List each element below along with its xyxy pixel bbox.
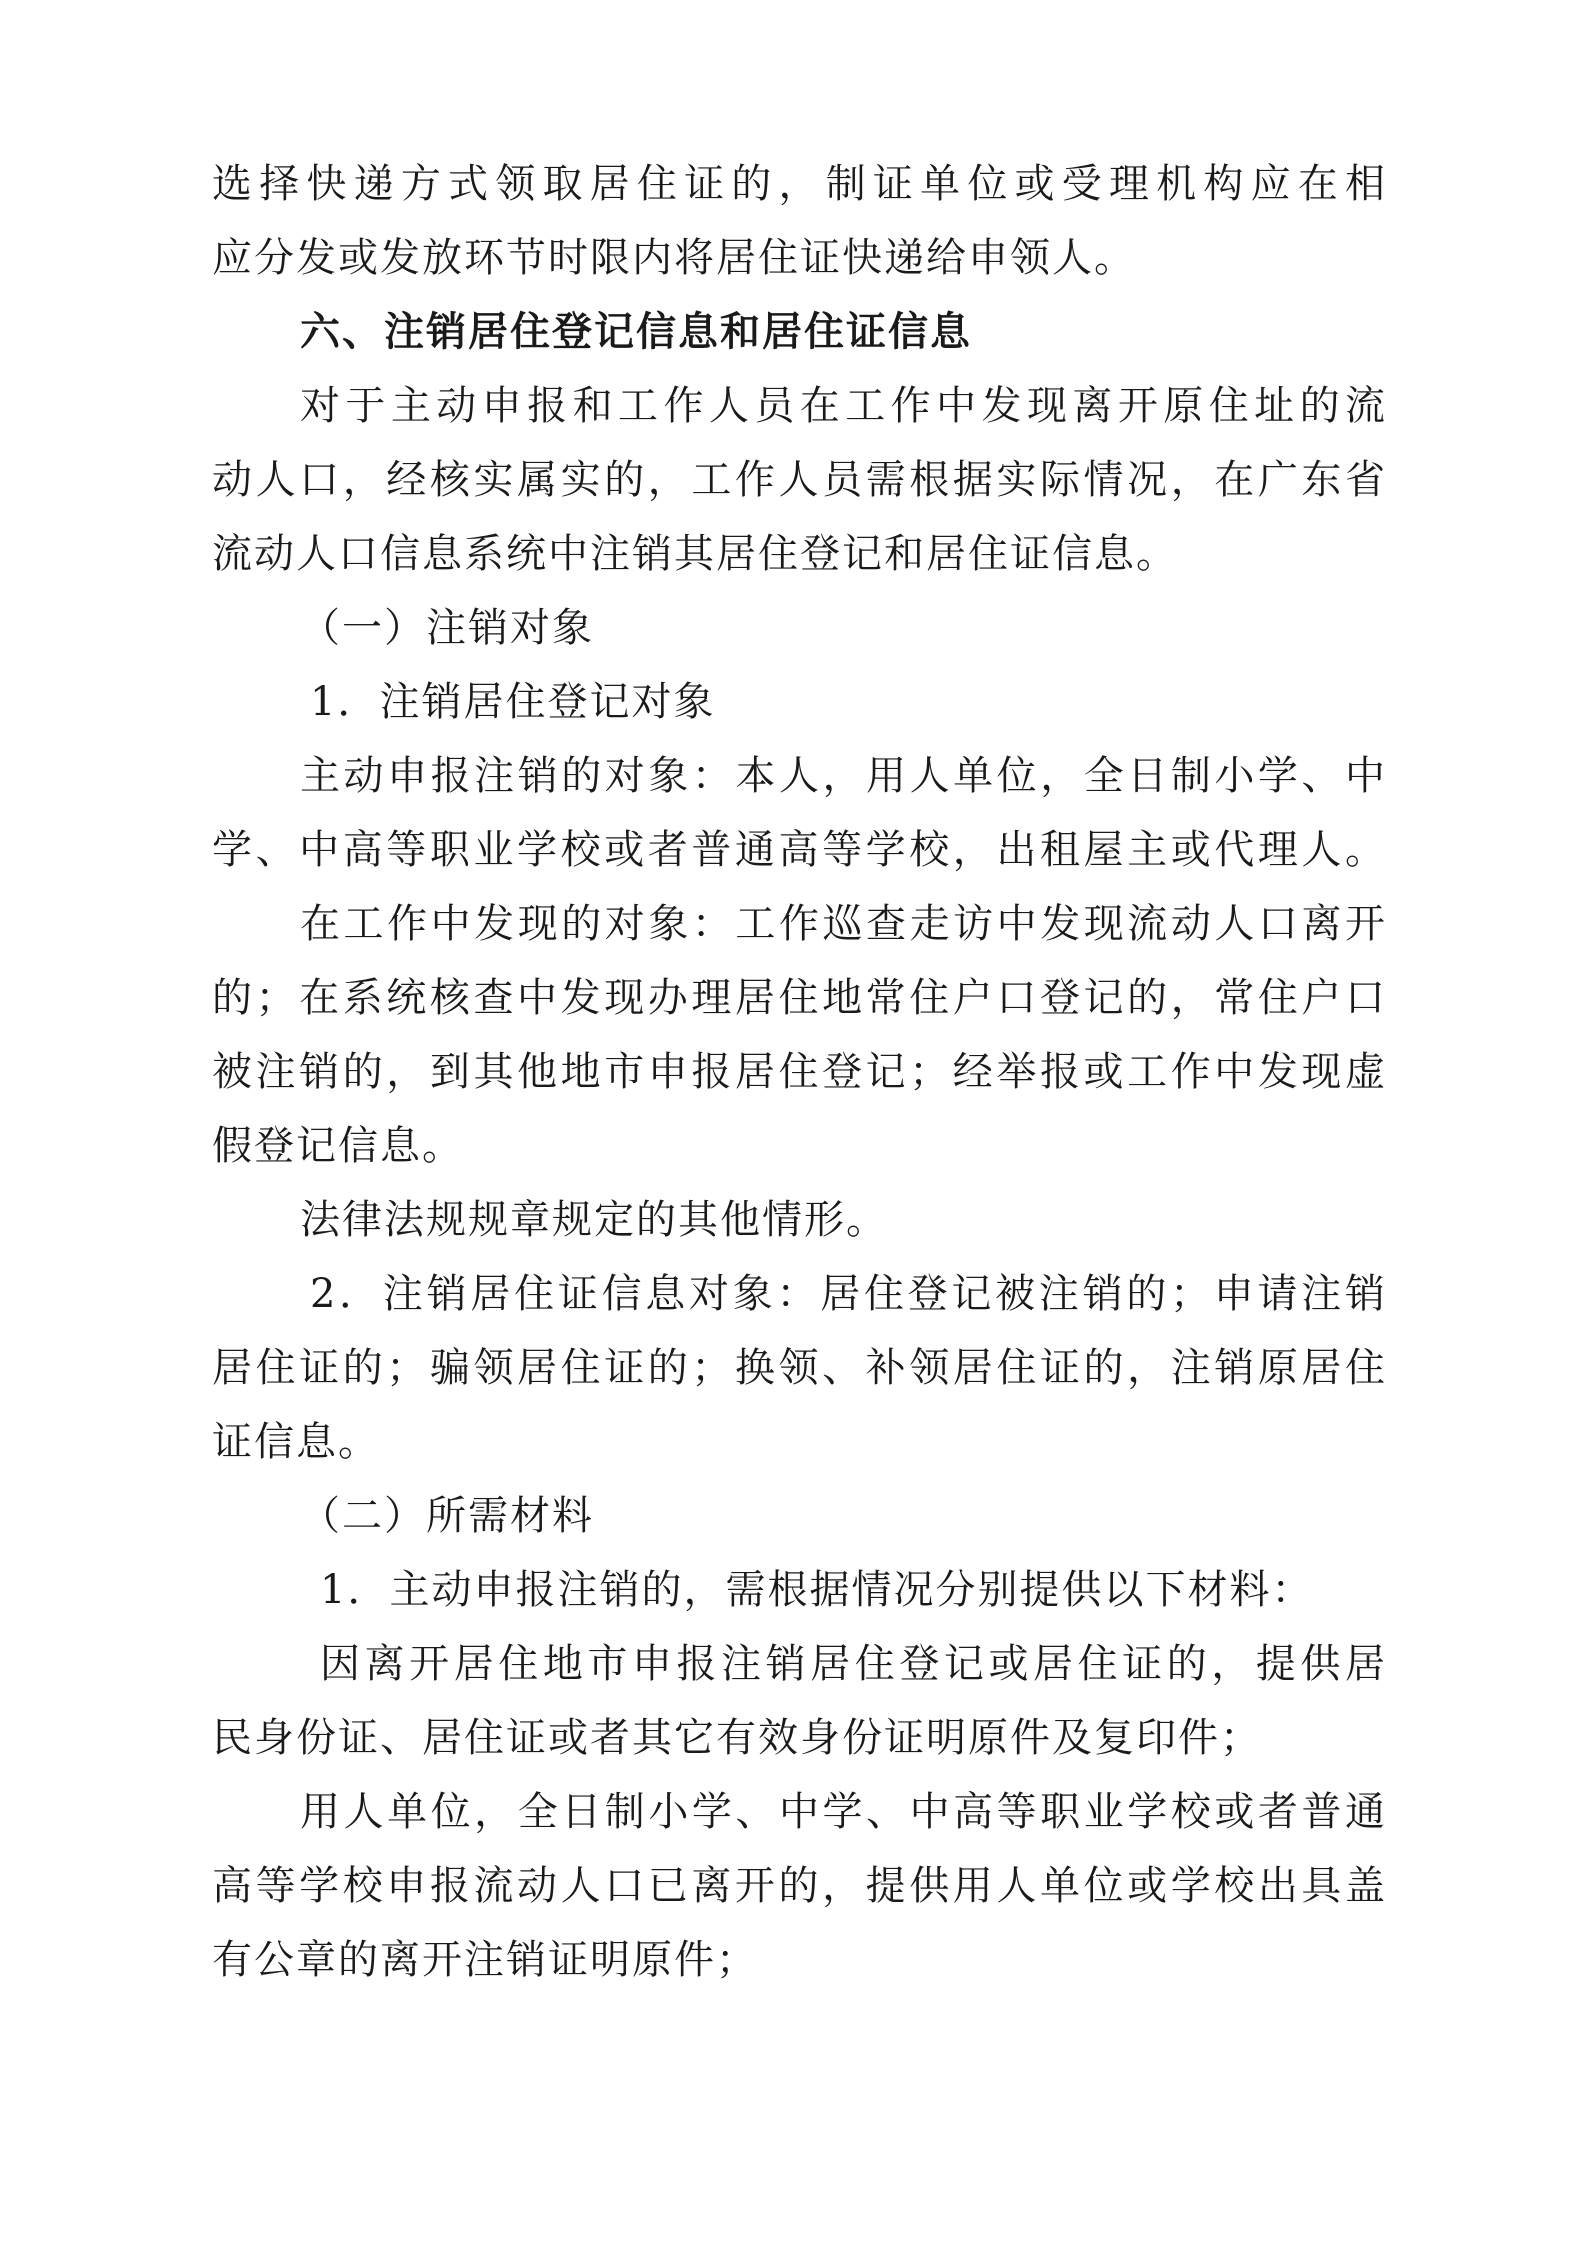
paragraph-line: 动人口，经核实属实的，工作人员需根据实际情况，在广东省	[212, 457, 1387, 503]
list-item-heading: 1．注销居住登记对象	[310, 679, 716, 725]
paragraph-line: 因离开居住地市申报注销居住登记或居住证的，提供居	[320, 1641, 1387, 1687]
paragraph-line: 假登记信息。	[212, 1123, 464, 1169]
paragraph-line: 用人单位，全日制小学、中学、中高等职业学校或者普通	[300, 1789, 1387, 1835]
paragraph-line: 流动人口信息系统中注销其居住登记和居住证信息。	[212, 531, 1178, 577]
paragraph-line: 有公章的离开注销证明原件；	[212, 1937, 758, 1983]
paragraph-line: 证信息。	[212, 1419, 380, 1465]
list-item-heading: 1．主动申报注销的，需根据情况分别提供以下材料：	[320, 1567, 1314, 1613]
paragraph-line: 被注销的，到其他地市申报居住登记；经举报或工作中发现虚	[212, 1049, 1387, 1095]
paragraph-line: 对于主动申报和工作人员在工作中发现离开原住址的流	[300, 383, 1387, 429]
paragraph-line: 选择快递方式领取居住证的，制证单位或受理机构应在相	[212, 161, 1387, 207]
paragraph-line: 应分发或发放环节时限内将居住证快递给申领人。	[212, 235, 1136, 281]
paragraph-line: 的；在系统核查中发现办理居住地常住户口登记的，常住户口	[212, 975, 1387, 1021]
paragraph-line: 学、中高等职业学校或者普通高等学校，出租屋主或代理人。	[212, 827, 1387, 873]
paragraph-line: 高等学校申报流动人口已离开的，提供用人单位或学校出具盖	[212, 1863, 1387, 1909]
paragraph-line: 主动申报注销的对象：本人，用人单位，全日制小学、中	[300, 753, 1387, 799]
paragraph-line: 民身份证、居住证或者其它有效身份证明原件及复印件；	[212, 1715, 1262, 1761]
paragraph-line: 居住证的；骗领居住证的；换领、补领居住证的，注销原居住	[212, 1345, 1387, 1391]
subsection-heading: （二）所需材料	[300, 1493, 594, 1539]
subsection-heading: （一）注销对象	[300, 605, 594, 651]
paragraph-line: 法律法规规章规定的其他情形。	[300, 1197, 888, 1243]
paragraph-line: 在工作中发现的对象：工作巡查走访中发现流动人口离开	[300, 901, 1387, 947]
paragraph-line: 2．注销居住证信息对象：居住登记被注销的；申请注销	[310, 1271, 1387, 1317]
section-heading: 六、注销居住登记信息和居住证信息	[300, 309, 972, 355]
